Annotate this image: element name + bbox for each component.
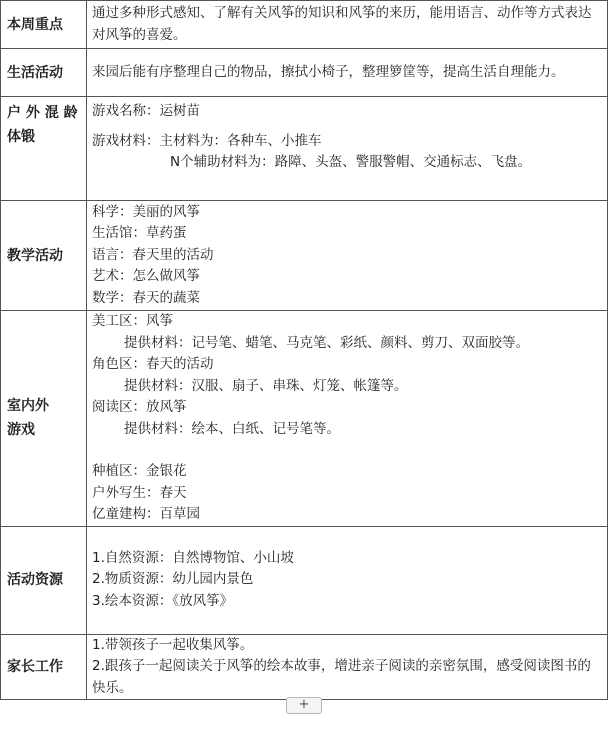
- content-line: 提供材料：绘本、白纸、记号笔等。: [124, 420, 340, 437]
- row-label-text: 生活活动: [7, 64, 63, 81]
- content-line: 亿童建构：百草园: [92, 506, 200, 522]
- content-line: 通过多种形式感知、了解有关风筝的知识和风筝的来历，能用语言、动作等方式表达对风筝的喜爱。: [92, 5, 592, 43]
- content-line: 游戏材料：主材料为：各种车、小推车: [92, 132, 322, 149]
- row-label-text: 室内外: [7, 398, 49, 415]
- content-line: 提供材料：汉服、扇子、串珠、灯笼、帐篷等。: [124, 377, 408, 394]
- row-label-text: 户 外 混 龄: [7, 105, 78, 121]
- row-label: [1, 97, 87, 201]
- content-line: 阅读区：放风筝: [92, 399, 187, 415]
- content-line: 游戏名称：运树苗: [92, 103, 200, 119]
- table-row: [1, 201, 608, 311]
- row-label-text: 教学活动: [7, 247, 63, 264]
- content-line: 角色区：春天的活动: [92, 356, 214, 372]
- content-line: 美工区：风筝: [92, 313, 173, 329]
- row-label: [1, 49, 87, 97]
- row-label: [1, 526, 87, 634]
- content-line: 1.自然资源：自然博物馆、小山坡: [92, 549, 294, 566]
- row-label-text: 体锻: [7, 129, 35, 145]
- content-line: 科学：美丽的风筝: [92, 203, 200, 220]
- row-label-text: 活动资源: [7, 572, 63, 588]
- row-label-text: 游戏: [7, 422, 35, 439]
- content-line: 艺术：怎么做风筝: [92, 268, 200, 285]
- content-line: 来园后能有序整理自己的物品，擦拭小椅子，整理箩筐等，提高生活自理能力。: [92, 63, 565, 80]
- content-line: 2.物质资源：幼儿园内景色: [92, 571, 254, 588]
- content-line: 户外写生：春天: [92, 484, 187, 501]
- row-content: [87, 201, 608, 311]
- row-content: [87, 634, 608, 700]
- add-row-button[interactable]: +: [286, 697, 322, 714]
- table-row: [1, 311, 608, 527]
- row-label: [1, 1, 87, 49]
- row-label: [1, 311, 87, 527]
- row-content: [87, 526, 608, 634]
- row-label: [1, 201, 87, 311]
- content-line: 2.跟孩子一起阅读关于风筝的绘本故事，增进亲子阅读的亲密氛围，感受阅读图书的快乐。: [92, 658, 591, 696]
- content-line: 3.绘本资源：《放风筝》: [92, 592, 234, 609]
- content-line: 数学：春天的蔬菜: [92, 289, 200, 306]
- row-content: [87, 1, 608, 49]
- row-content: [87, 311, 608, 527]
- content-line: 种植区：金银花: [92, 463, 187, 479]
- row-content: [87, 97, 608, 201]
- content-line: 1.带领孩子一起收集风筝。: [92, 636, 254, 653]
- content-line: 语言：春天里的活动: [92, 246, 214, 263]
- row-label: [1, 634, 87, 700]
- table-row: [1, 49, 608, 97]
- content-line: 生活馆：草药蛋: [92, 225, 187, 242]
- content-line: 提供材料：记号笔、蜡笔、马克笔、彩纸、颜料、剪刀、双面胶等。: [124, 334, 529, 351]
- table-row: [1, 1, 608, 49]
- content-line: N个辅助材料为：路障、头盔、警服警帽、交通标志、飞盘。: [170, 154, 532, 170]
- row-label-text: 家长工作: [7, 658, 63, 675]
- table-row: [1, 97, 608, 201]
- row-label-text: 本周重点: [7, 16, 63, 33]
- table-row: [1, 526, 608, 634]
- row-content: [87, 49, 608, 97]
- table-row: [1, 634, 608, 700]
